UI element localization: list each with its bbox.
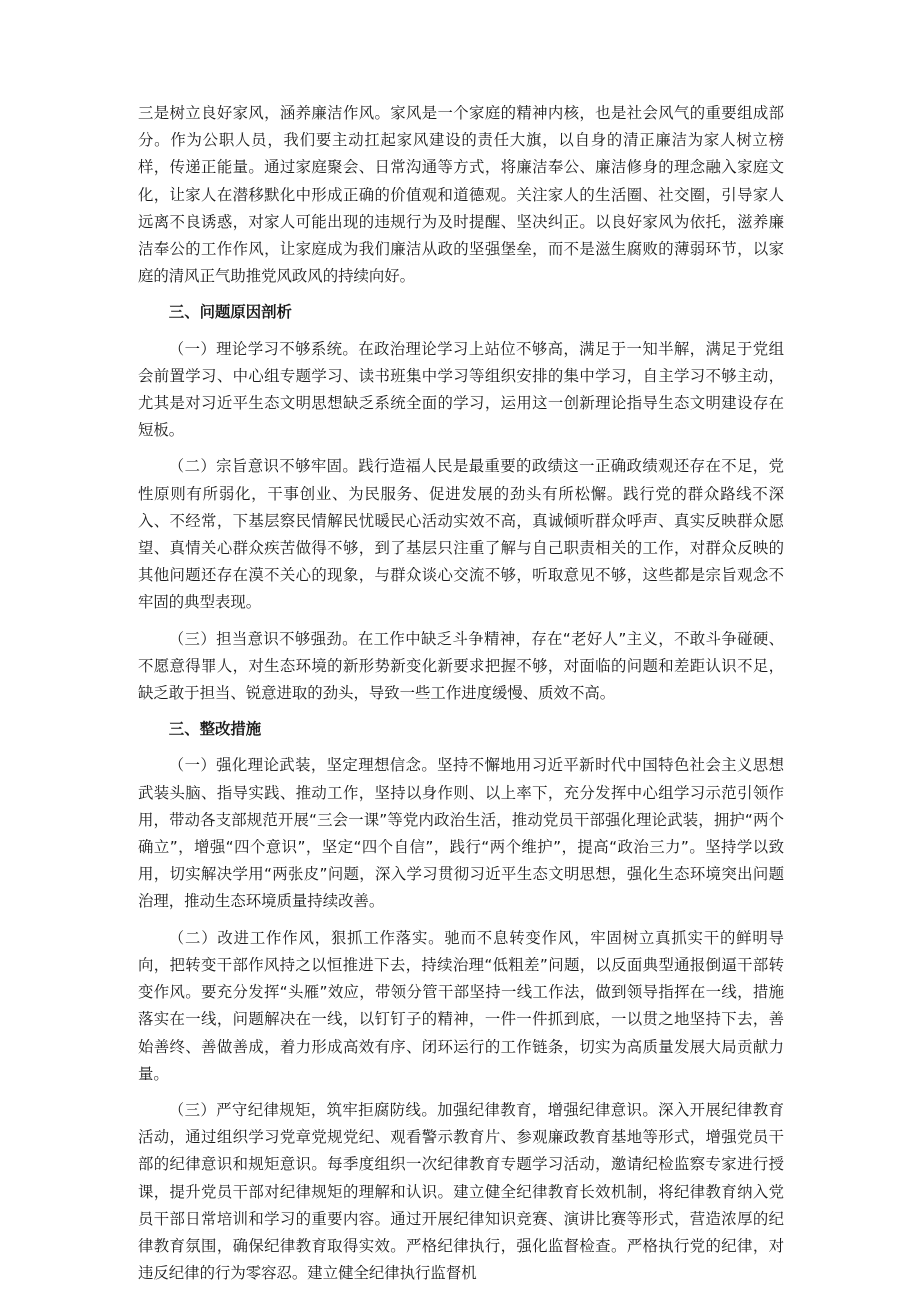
paragraph-discipline: （三）严守纪律规矩，筑牢拒腐防线。加强纪律教育，增强纪律意识。深入开展纪律教育活动，通过组织学习党章党规党纪、观看警示教育片、参观廉政教育基地等形式，增强党员干部的纪律意识和规矩意识。每季度组织一次纪律教育专题学习活动，邀请纪检监察专家进行授课，提升党员干部对纪律规矩的理解和认识。建立健全纪律教育长效机制，将纪律教育纳入党员干部日常培训和学习的重要内容。通过开展纪律知识竞赛、演讲比赛等形式，营造浓厚的纪律教育氛围，确保纪律教育取得实效。严格纪律执行，强化监督检查。严格执行党的纪律，对违反纪律的行为零容忍。建立健全纪律执行监督机 [138, 1100, 784, 1283]
paragraph-strengthen-theory: （一）强化理论武装，坚定理想信念。坚持不懈地用习近平新时代中国特色社会主义思想武装头脑、指导实践、推动工作，坚持以身作则、以上率下，充分发挥中心组学习示范引领作用，带动各支部规范开展“三会一课”等党内政治生活，推动党员干部强化理论武装，拥护“两个确立”，增强“四个意识”，坚定“四个自信”，践行“两个维护”，提高“政治三力”。坚持学以致用，切实解决学用“两张皮”问题，深入学习贯彻习近平生态文明思想，强化生态环境突出问题治理，推动生态环境质量持续改善。 [138, 756, 784, 911]
section-heading-cause-analysis: 三、问题原因剖析 [168, 303, 292, 322]
paragraph-responsibility-awareness: （三）担当意识不够强劲。在工作中缺乏斗争精神，存在“老好人”主义，不敢斗争碰硬、不愿意得罪人，对生态环境的新形势新变化新要求把握不够，对面临的问题和差距认识不足，缺乏敢于担当、锐意进取的劲头，导致一些工作进度缓慢、质效不高。 [138, 629, 784, 703]
paragraph-improve-style: （二）改进工作作风，狠抓工作落实。驰而不息转变作风，牢固树立真抓实干的鲜明导向，把转变干部作风持之以恒推进下去，持续治理“低粗差”问题，以反面典型通报倒逼干部转变作风。要充分发挥“头雁”效应，带领分管干部坚持一线工作法，做到领导指挥在一线，措施落实在一线，问题解决在一线，以钉钉子的精神，一件一件抓到底，一以贯之地坚持下去，善始善终、善做善成，着力形成高效有序、闭环运行的工作链条，切实为高质量发展大局贡献力量。 [138, 928, 784, 1083]
paragraph-theory-study: （一）理论学习不够系统。在政治理论学习上站位不够高，满足于一知半解，满足于党组会前置学习、中心组专题学习、读书班集中学习等组织安排的集中学习，自主学习不够主动，尤其是对习近平生态文明思想缺乏系统全面的学习，运用这一创新理论指导生态文明建设存在短板。 [138, 339, 784, 440]
section-heading-rectification: 三、整改措施 [168, 720, 262, 739]
paragraph-family-style: 三是树立良好家风，涵养廉洁作风。家风是一个家庭的精神内核，也是社会风气的重要组成部分。作为公职人员，我们要主动扛起家风建设的责任大旗，以自身的清正廉洁为家人树立榜样，传递正能量。通过家庭聚会、日常沟通等方式，将廉洁奉公、廉洁修身的理念融入家庭文化，让家人在潜移默化中形成正确的价值观和道德观。关注家人的生活圈、社交圈，引导家人远离不良诱惑，对家人可能出现的违规行为及时提醒、坚决纠正。以良好家风为依托，滋养廉洁奉公的工作作风，让家庭成为我们廉洁从政的坚强堡垒，而不是滋生腐败的薄弱环节，以家庭的清风正气助推党风政风的持续向好。 [138, 104, 784, 286]
paragraph-purpose-awareness: （二）宗旨意识不够牢固。践行造福人民是最重要的政绩这一正确政绩观还存在不足，党性原则有所弱化，干事创业、为民服务、促进发展的劲头有所松懈。践行党的群众路线不深入、不经常，下基层察民情解民忧暖民心活动实效不高，真诚倾听群众呼声、真实反映群众愿望、真情关心群众疾苦做得不够，到了基层只注重了解与自己职责相关的工作，对群众反映的其他问题还存在漠不关心的现象，与群众谈心交流不够，听取意见不够，这些都是宗旨观念不牢固的典型表现。 [138, 457, 784, 612]
document-page [138, 100, 784, 1296]
